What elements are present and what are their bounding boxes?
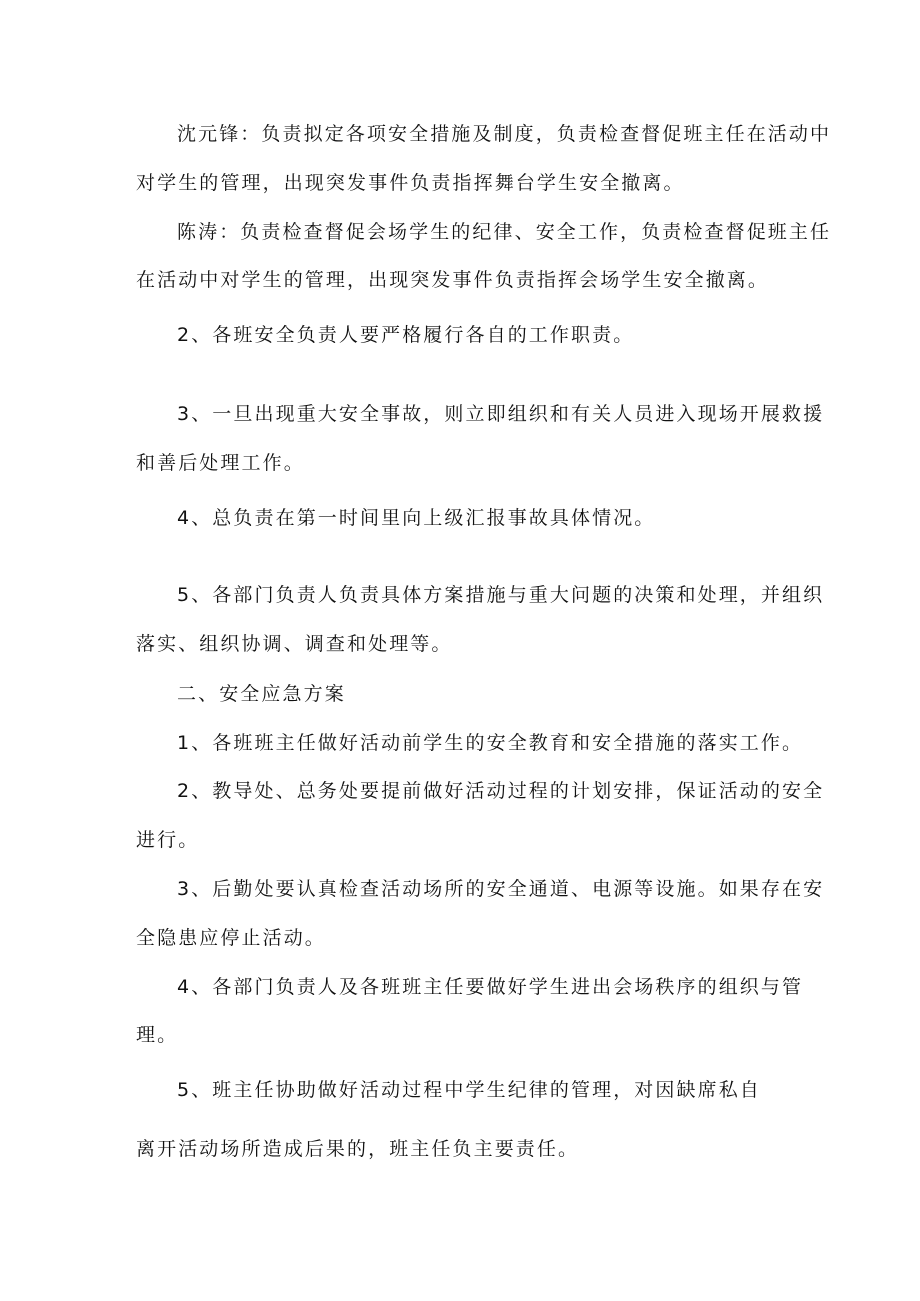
- plan-item-1: 1、各班班主任做好活动前学生的安全教育和安全措施的落实工作。: [177, 732, 804, 754]
- plan-item-5-line-1: 5、班主任协助做好活动过程中学生纪律的管理，对因缺席私自: [177, 1079, 761, 1101]
- item-4-report: 4、总负责在第一时间里向上级汇报事故具体情况。: [177, 507, 656, 529]
- plan-item-4-line-1: 4、各部门负责人及各班班主任要做好学生进出会场秩序的组织与管: [177, 976, 804, 998]
- paragraph-chen-tao-line-2: 在活动中对学生的管理，出现突发事件负责指挥会场学生安全撤离。: [136, 269, 770, 291]
- item-5-departments-line-2: 落实、组织协调、调查和处理等。: [136, 633, 453, 655]
- item-2-duties: 2、各班安全负责人要严格履行各自的工作职责。: [177, 324, 635, 346]
- item-5-departments-line-1: 5、各部门负责人负责具体方案措施与重大问题的决策和处理，并组织: [177, 584, 825, 606]
- paragraph-shen-yuanfeng-line-1: 沈元锋：负责拟定各项安全措施及制度，负责检查督促班主任在活动中: [177, 123, 832, 145]
- plan-item-2-line-1: 2、教导处、总务处要提前做好活动过程的计划安排，保证活动的安全: [177, 780, 825, 802]
- paragraph-shen-yuanfeng-line-2: 对学生的管理，出现突发事件负责指挥舞台学生安全撤离。: [136, 172, 685, 194]
- plan-item-3-line-1: 3、后勤处要认真检查活动场所的安全通道、电源等设施。如果存在安: [177, 878, 825, 900]
- item-3-accident-line-1: 3、一旦出现重大安全事故，则立即组织和有关人员进入现场开展救援: [177, 403, 825, 425]
- paragraph-chen-tao-line-1: 陈涛：负责检查督促会场学生的纪律、安全工作，负责检查督促班主任: [177, 221, 832, 243]
- section-heading-emergency-plan: 二、安全应急方案: [177, 683, 346, 705]
- item-3-accident-line-2: 和善后处理工作。: [136, 452, 305, 474]
- plan-item-4-line-2: 理。: [136, 1024, 179, 1046]
- plan-item-2-line-2: 进行。: [136, 829, 200, 851]
- plan-item-5-line-2: 离开活动场所造成后果的，班主任负主要责任。: [136, 1138, 580, 1160]
- plan-item-3-line-2: 全隐患应停止活动。: [136, 927, 326, 949]
